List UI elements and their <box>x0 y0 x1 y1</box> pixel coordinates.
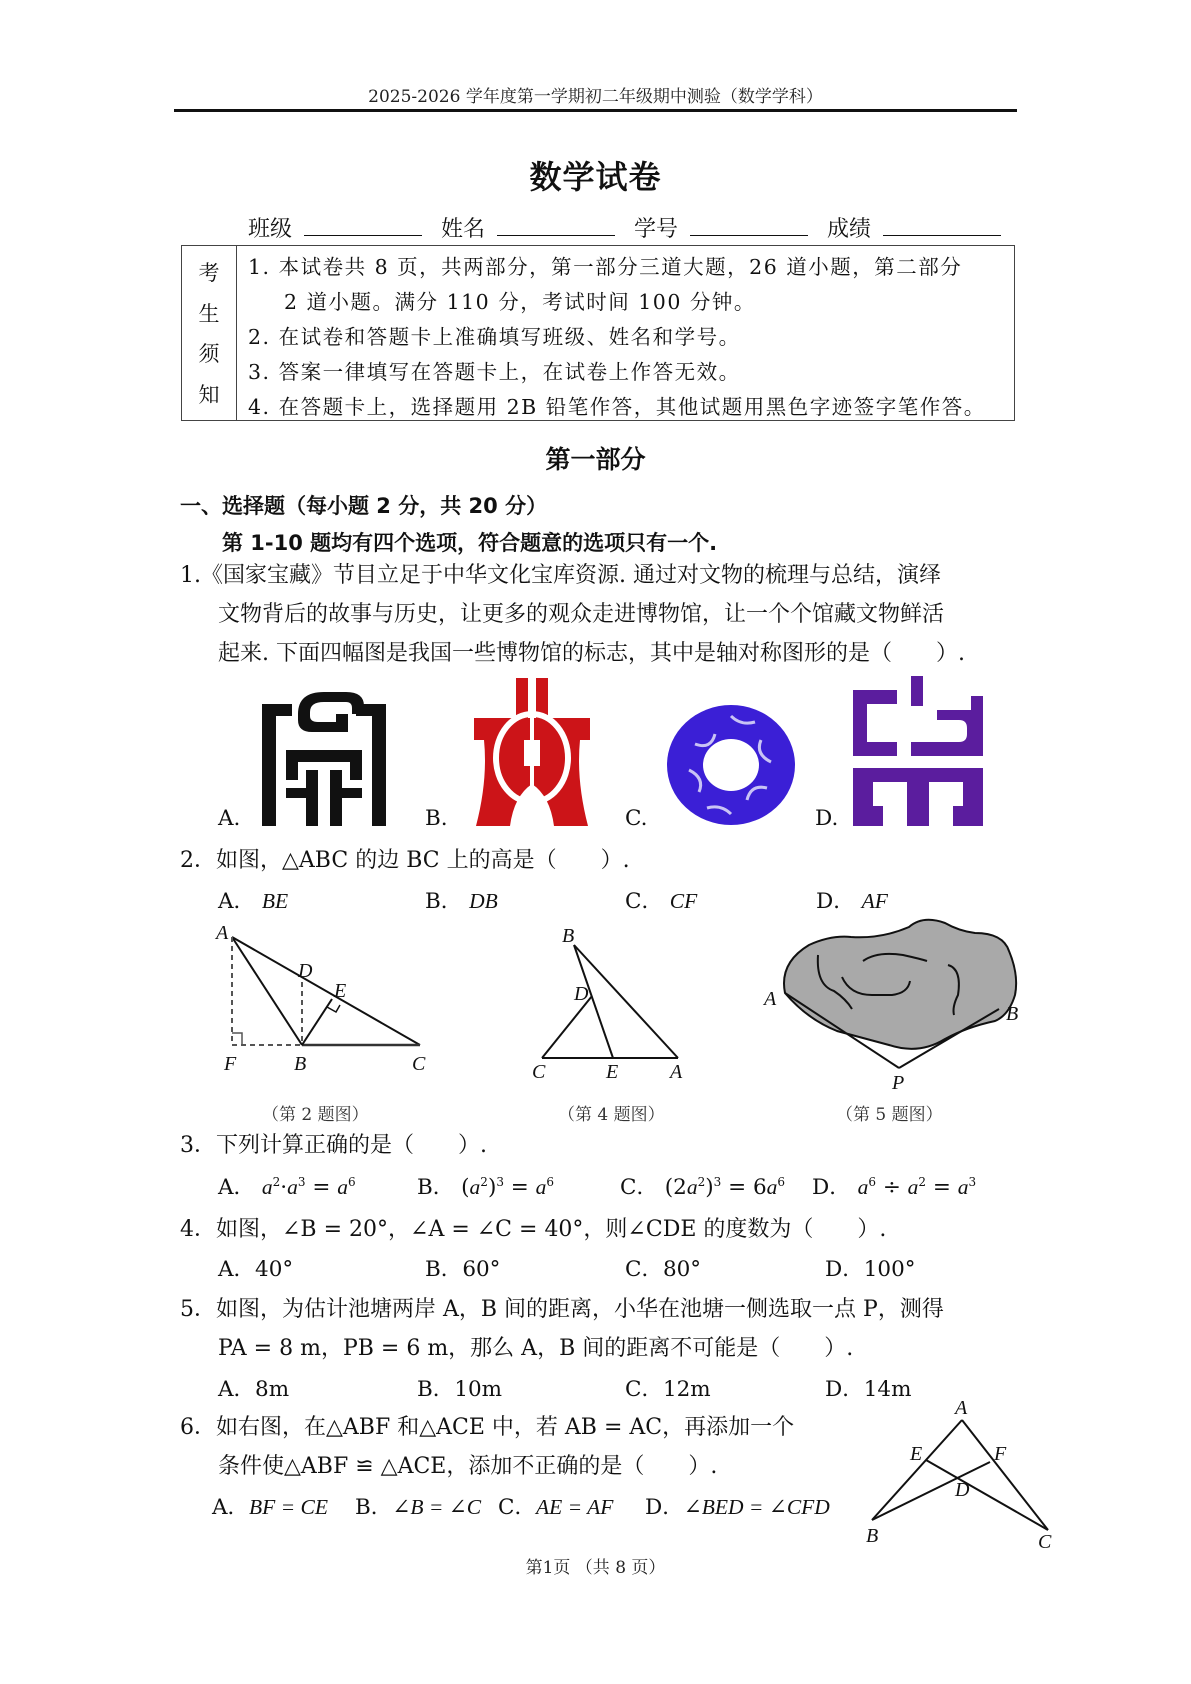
option-letter: D． <box>816 889 855 914</box>
option-letter: D． <box>645 1495 684 1520</box>
point-label-a: A <box>955 1397 968 1419</box>
q3-option-c <box>620 1168 785 1207</box>
option-expr: $a^2\cdot a^3 = a^6$ <box>261 1175 356 1200</box>
point-label-f: F <box>994 1443 1007 1465</box>
q4-option-c <box>625 1250 701 1289</box>
page-title: 数学试卷 <box>529 158 662 196</box>
q6-line: 6．如右图，在△ABF 和△ACE 中，若 AB = AC，再添加一个 <box>180 1415 795 1440</box>
question-1 <box>180 556 1020 673</box>
field-class-label: 班级 <box>248 217 293 242</box>
notice-item: 2. 在试卷和答题卡上准确填写班级、姓名和学号。 <box>248 325 741 349</box>
q2-option-c <box>625 882 697 921</box>
option-value: 8m <box>255 1377 290 1402</box>
figure-4-caption: （第 4 题图） <box>558 1105 665 1125</box>
point-label-e: E <box>910 1443 923 1465</box>
option-value: 10m <box>454 1377 503 1402</box>
notice-label-char: 生 <box>198 301 220 326</box>
q6-line: 条件使△ABF ≌ △ACE，添加不正确的是（ ）. <box>218 1454 718 1479</box>
option-value: 60° <box>462 1257 501 1282</box>
point-label-b: B <box>866 1525 879 1547</box>
option-letter: A． <box>218 1377 256 1402</box>
notice-item-continued: 2 道小题。满分 110 分，考试时间 100 分钟。 <box>284 290 756 314</box>
option-letter: C． <box>625 1377 663 1402</box>
q5-option-b <box>417 1370 502 1409</box>
figure-q6-triangles <box>858 1397 1058 1553</box>
field-class-blank[interactable] <box>304 215 422 236</box>
question-3-stem: 3．下列计算正确的是（ ）. <box>180 1133 487 1158</box>
option-letter: D． <box>812 1175 851 1200</box>
field-name-label: 姓名 <box>441 217 486 242</box>
option-letter: A． <box>212 1495 250 1520</box>
notice-label-char: 须 <box>198 342 220 367</box>
q2-option-a <box>218 882 288 921</box>
point-label-e: E <box>606 1061 619 1083</box>
notice-item: 1. 本试卷共 8 页，共两部分，第一部分三道大题，26 道小题，第二部分 <box>248 255 963 279</box>
q6-option-b <box>355 1488 481 1527</box>
question-2-stem: 2．如图，△ABC 的边 BC 上的高是（ ）. <box>180 848 630 873</box>
q6-option-d <box>645 1488 830 1527</box>
option-value: BF = CE <box>249 1495 329 1519</box>
q5-line: PA = 8 m，PB = 6 m，那么 A，B 间的距离不可能是（ ）. <box>218 1336 854 1361</box>
option-letter: D． <box>825 1257 864 1282</box>
field-id-blank[interactable] <box>690 215 808 236</box>
q3-option-b <box>417 1168 554 1207</box>
logo-c-icon <box>665 704 797 826</box>
point-label-c: C <box>532 1061 546 1083</box>
option-value: 80° <box>662 1257 702 1282</box>
q3-option-d <box>812 1168 976 1207</box>
field-score-label: 成绩 <box>827 217 872 242</box>
option-letter: B． <box>417 1175 455 1200</box>
section-title: 一、选择题（每小题 2 分，共 20 分） <box>180 494 548 518</box>
logo-d-icon <box>853 676 983 826</box>
notice-label-char: 考 <box>198 261 220 286</box>
q1-line: 1.《国家宝藏》节目立足于中华文化宝库资源. 通过对文物的梳理与总结，演绎 <box>180 563 941 588</box>
figure-2-caption: （第 2 题图） <box>262 1105 369 1125</box>
option-value: ∠BED = ∠CFD <box>683 1495 830 1519</box>
option-letter: C． <box>620 1175 658 1200</box>
option-letter: A． <box>218 1175 256 1200</box>
option-value: 12m <box>662 1377 711 1402</box>
point-label-a: A <box>764 988 777 1010</box>
point-label-b: B <box>294 1053 307 1075</box>
notice-items <box>248 250 1006 425</box>
option-letter: B． <box>425 1257 463 1282</box>
option-letter: C． <box>498 1495 536 1520</box>
option-letter: D． <box>825 1377 864 1402</box>
q1-option-b-label: B. <box>425 806 448 831</box>
section-note: 第 1-10 题均有四个选项，符合题意的选项只有一个. <box>222 531 718 555</box>
option-letter: B． <box>355 1495 393 1520</box>
option-value: AE = AF <box>535 1495 614 1519</box>
figure-q2-triangle <box>210 922 430 1075</box>
field-name-blank[interactable] <box>497 215 615 236</box>
option-value: AF <box>861 889 888 913</box>
point-label-p: P <box>892 1072 905 1094</box>
option-expr: $(a^2)^3 = a^6$ <box>461 1175 555 1200</box>
point-label-c: C <box>412 1053 426 1075</box>
field-id-label: 学号 <box>634 217 679 242</box>
option-letter: C． <box>625 889 663 914</box>
q1-option-c-label: C. <box>625 806 648 831</box>
q5-option-a <box>218 1370 289 1409</box>
question-6 <box>180 1408 860 1486</box>
point-label-c: C <box>1038 1531 1052 1553</box>
logo-b-icon <box>466 678 598 826</box>
q3-option-a <box>218 1168 356 1207</box>
option-letter: A． <box>218 889 256 914</box>
option-letter: B． <box>425 889 463 914</box>
field-score-blank[interactable] <box>883 215 1001 236</box>
q5-option-c <box>625 1370 711 1409</box>
part-title: 第一部分 <box>545 445 646 474</box>
exam-notice-box <box>181 245 1015 421</box>
option-value: DB <box>469 889 498 913</box>
logo-a-icon <box>262 684 386 826</box>
figure-q5-pond <box>758 915 1028 1094</box>
student-info-fields <box>248 212 1013 243</box>
notice-label <box>182 246 237 420</box>
point-label-b: B <box>562 925 575 947</box>
option-letter: C． <box>625 1257 663 1282</box>
option-value: BE <box>261 889 289 913</box>
question-4-stem: 4．如图，∠B = 20°，∠A = ∠C = 40°，则∠CDE 的度数为（ ）. <box>180 1217 887 1242</box>
option-value: 40° <box>255 1257 294 1282</box>
point-label-e: E <box>334 980 347 1002</box>
option-letter: A． <box>218 1257 256 1282</box>
figure-q4-triangle <box>530 925 690 1083</box>
point-label-d: D <box>955 1479 970 1501</box>
q6-option-c <box>498 1488 613 1527</box>
notice-label-char: 知 <box>198 382 220 407</box>
q4-option-b <box>425 1250 500 1289</box>
point-label-b: B <box>1006 1003 1019 1025</box>
q4-option-a <box>218 1250 293 1289</box>
question-5 <box>180 1290 1020 1368</box>
figure-5-caption: （第 5 题图） <box>836 1105 943 1125</box>
point-label-d: D <box>298 960 313 982</box>
q5-option-d <box>825 1370 912 1409</box>
q1-option-a-label: A. <box>218 806 241 831</box>
option-expr: $(2a^2)^3 = 6a^6$ <box>664 1175 786 1200</box>
point-label-a: A <box>216 922 229 944</box>
header-rule <box>174 109 1017 112</box>
q6-option-a <box>212 1488 328 1527</box>
point-label-a: A <box>670 1061 683 1083</box>
q5-line: 5．如图，为估计池塘两岸 A，B 间的距离，小华在池塘一侧选取一点 P，测得 <box>180 1297 944 1322</box>
option-value: CF <box>669 889 698 913</box>
running-header: 2025-2026 学年度第一学期初二年级期中测验（数学学科） <box>368 87 823 107</box>
option-value: ∠B = ∠C <box>392 1495 482 1519</box>
notice-item: 3. 答案一律填写在答题卡上，在试卷上作答无效。 <box>248 360 741 384</box>
option-value: 14m <box>863 1377 912 1402</box>
point-label-d: D <box>574 983 589 1005</box>
q2-option-b <box>425 882 498 921</box>
notice-item: 4. 在答题卡上，选择题用 2B 铅笔作答，其他试题用黑色字迹签字笔作答。 <box>248 395 986 419</box>
option-expr: $a^6 \div a^2 = a^3$ <box>857 1175 977 1200</box>
q1-line: 起来. 下面四幅图是我国一些博物馆的标志，其中是轴对称图形的是（ ）. <box>218 641 965 666</box>
q1-line: 文物背后的故事与历史，让更多的观众走进博物馆，让一个个馆藏文物鲜活 <box>218 602 945 627</box>
option-value: 100° <box>863 1257 916 1282</box>
option-letter: B． <box>417 1377 455 1402</box>
q4-option-d <box>825 1250 916 1289</box>
point-label-f: F <box>224 1053 237 1075</box>
q1-option-d-label: D. <box>815 806 839 831</box>
page-footer: 第1页 （共 8 页） <box>525 1558 666 1578</box>
